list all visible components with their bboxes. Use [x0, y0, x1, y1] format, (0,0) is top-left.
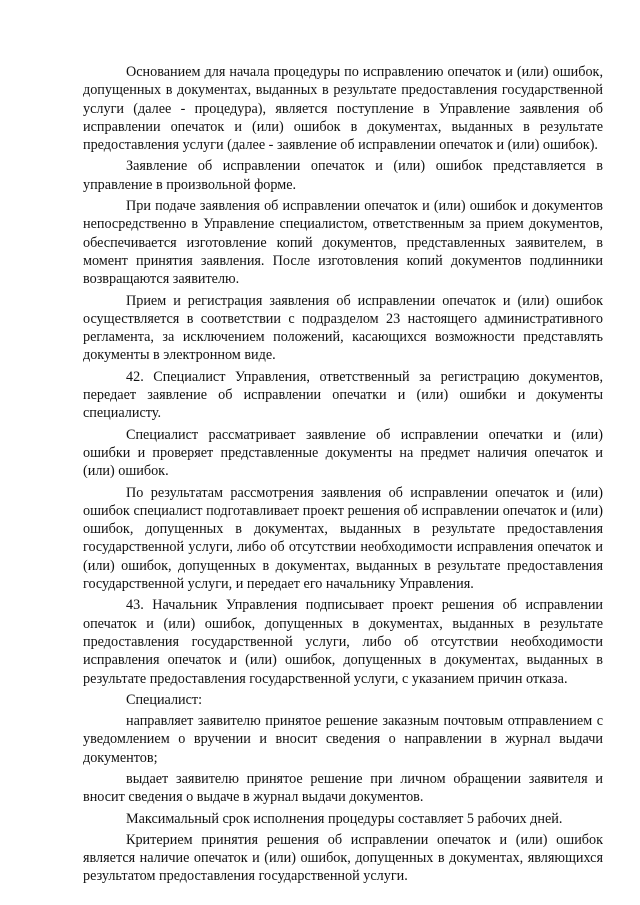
paragraph-registration: Прием и регистрация заявления об исправлении опечаток и (или) ошибок осуществляется в соответствии с подразделом 23 настоящего административного регламента, за исключением положений, касающихся возможности представлять документы в электронном виде.: [83, 292, 603, 364]
paragraph-basis: Основанием для начала процедуры по исправлению опечаток и (или) ошибок, допущенных в документах, выданных в результате предоставления государственной услуги (далее - процедура), является поступление в Управление заявления об исправлении опечаток и (или) ошибок в документах, выданных в результате предоставления услуги (далее - заявление об исправлении опечаток и (или) ошибок).: [83, 64, 603, 154]
paragraph-43: 43. Начальник Управления подписывает проект решения об исправлении опечаток и (или) ошибок, допущенных в документах, выданных в результате предоставления государственной услуги, либо об отсутствии необходимости исправления опечаток и (или) ошибок, допущенных в документах, выданных в результате предоставления государственной услуги, с указанием причин отказа.: [83, 597, 603, 687]
document-page: [83, 63, 603, 889]
paragraph-criterion: Критерием принятия решения об исправлении опечаток и (или) ошибок является наличие опечаток и (или) ошибок, допущенных в документах, являющихся результатом предоставления государственной услуги.: [83, 831, 603, 885]
paragraph-specialist: Специалист:: [126, 691, 203, 708]
paragraph-application-form: Заявление об исправлении опечаток и (или) ошибок представляется в управление в произвольной форме.: [83, 158, 603, 193]
paragraph-draft-decision: По результатам рассмотрения заявления об исправлении опечаток и (или) ошибок специалист подготавливает проект решения об исправлении опечаток и (или) ошибок, допущенных в документах, выданных в результате предоставления государственной услуги, либо об отсутствии необходимости исправления опечаток и (или) ошибок, допущенных в документах, выданных в результате предоставления государственной услуги, и передает его начальнику Управления.: [83, 484, 603, 593]
list-item-in-person: выдает заявителю принятое решение при личном обращении заявителя и вносит сведения о выдаче в журнал выдачи документов.: [83, 770, 603, 806]
paragraph-submission: При подаче заявления об исправлении опечаток и (или) ошибок и документов непосредственно в Управление специалистом, ответственным за прием документов, обеспечивается изготовление копий документов, представленных заявителем, в момент принятия заявления. После изготовления копий документов подлинники возвращаются заявителю.: [83, 198, 603, 288]
paragraph-42: 42. Специалист Управления, ответственный за регистрацию документов, передает заявление об исправлении опечатки и (или) ошибки и документы специалисту.: [83, 368, 603, 422]
paragraph-review: Специалист рассматривает заявление об исправлении опечатки и (или) ошибки и проверяет представленные документы на предмет наличия опечаток и (или) ошибок.: [83, 426, 603, 480]
list-item-mail: направляет заявителю принятое решение заказным почтовым отправлением с уведомлением о вручении и вносит сведения о направлении в журнал выдачи документов;: [83, 713, 603, 766]
paragraph-deadline: Максимальный срок исполнения процедуры составляет 5 рабочих дней.: [126, 810, 563, 827]
